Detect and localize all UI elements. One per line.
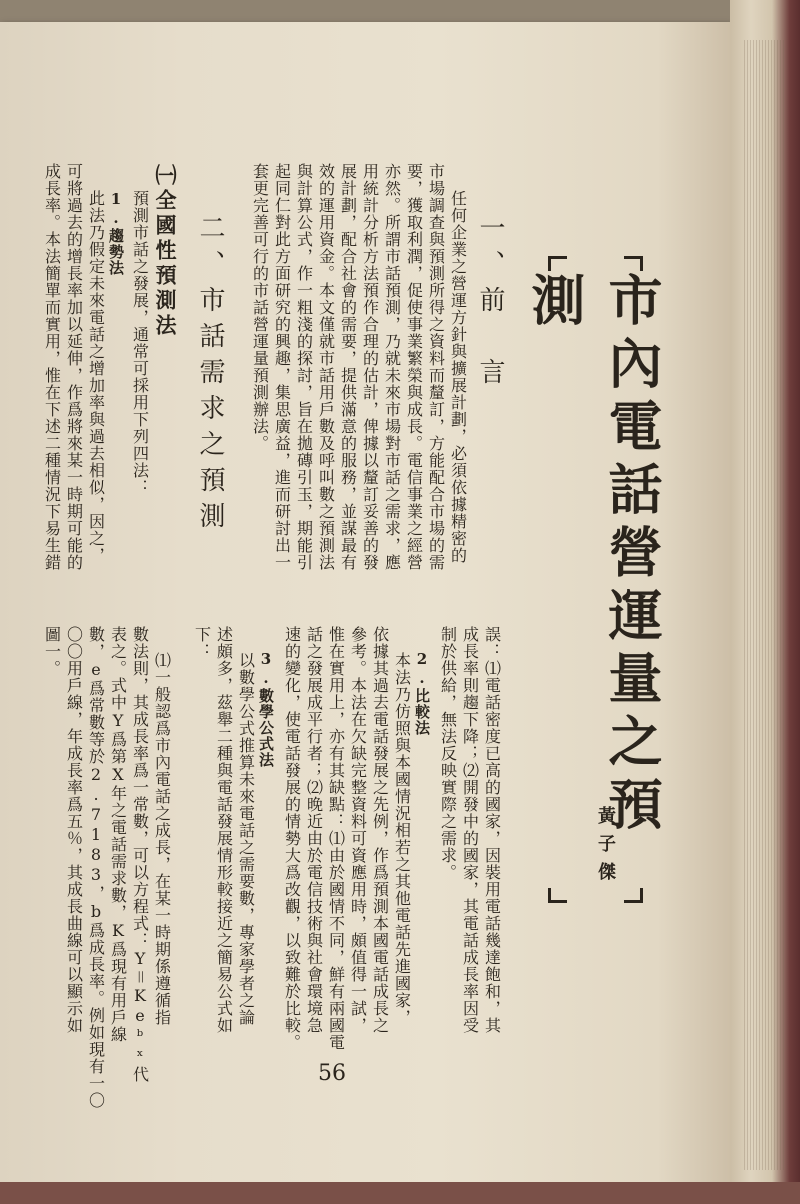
lower-col-14: 數法則，其成長率爲一常數，可以方程式：Y＝Keᵇˣ代 (130, 626, 150, 1083)
upper-col-14: 成長率。本法簡單而實用，惟在下述二種情況下易生錯 (42, 163, 62, 571)
section-1-heading: 一、前 言 (475, 214, 505, 394)
upper-col-10: 套更完善可行的市話營運量預測辦法。 (250, 163, 270, 452)
title-bracket-top-right (624, 256, 643, 271)
subsection-heading: ㈠全國性預測法 (153, 164, 178, 339)
article-title: 市內電話營運量之預測 (523, 272, 664, 839)
upper-col-2: 市場調查與預測所得之資料而釐訂，方能配合市場的需 (426, 163, 446, 571)
upper-col-7: 效的運用資金。本文僅就市話用戶數及呼叫數之預測法 (316, 163, 336, 571)
lower-col-16: 數，e爲常數等於2.7183，b爲成長率。例如現有一〇 (86, 626, 106, 1109)
upper-col-12: 此法乃假定未來電話之增加率與過去相似，因之， (86, 190, 106, 564)
author-name: 黃子傑 (595, 806, 616, 890)
lower-col-1: 誤：⑴電話密度已高的國家，因裝用電話幾達飽和，其 (482, 626, 502, 1034)
lower-col-18: 圖一。 (42, 626, 62, 677)
lower-col-9: 速的變化，使電話發展的情勢大爲改觀，以致難於比較。 (282, 626, 302, 1051)
book-cover-edge (0, 1182, 800, 1204)
lower-col-12: 下： (192, 626, 212, 660)
upper-col-9: 起同仁對此方面研究的興趣，集思廣益，進而研討出一 (272, 163, 292, 571)
upper-col-11: 預測市話之發展，通常可採用下列四法： (130, 190, 150, 496)
lower-col-15: 表之。式中Y爲第X年之電話需求數，K爲現有用戶線 (108, 626, 128, 1043)
method-3-heading: 3.數學公式法 (257, 650, 275, 768)
upper-col-13: 可將過去的增長率加以延伸，作爲將來某一時期可能的 (64, 163, 84, 571)
title-bracket-bottom-left (548, 888, 567, 903)
lower-col-2: 成長率則趨下降；⑵開發中的國家，其電話成長率因受 (460, 626, 480, 1034)
method-1-heading: 1.趨勢法 (107, 190, 125, 276)
lower-col-8: 話之發展成平行者；⑵晚近由於電信技術與社會環境急 (304, 626, 324, 1034)
lower-col-13: ⑴一般認爲市內電話之成長，在某一時期係遵循指 (152, 652, 172, 1026)
upper-col-4: 亦然。所謂市話預測，乃就未來市場對市話之需求，應 (382, 163, 402, 571)
lower-col-3: 制於供給，無法反映實際之需求。 (438, 626, 458, 881)
upper-col-6: 展計劃，配合社會的需要，提供滿意的服務，並謀最有 (338, 163, 358, 571)
lower-col-10: 以數學公式推算未來電話之需要數，專家學者之論 (236, 652, 256, 1026)
upper-col-1: 任何企業之營運方針與擴展計劃，必須依據精密的 (448, 190, 468, 564)
upper-col-5: 用統計分析方法預作合理的估計，俾據以釐訂妥善的發 (360, 163, 380, 571)
lower-col-5: 依據其過去電話發展之先例，作爲預測本國電話成長之 (370, 626, 390, 1034)
upper-col-3: 要，獲取利潤，促使事業繁榮與成長。電信事業之經營 (404, 163, 424, 571)
lower-col-4: 本法乃仿照與本國情況相若之其他電話先進國家， (392, 652, 412, 1026)
method-2-heading: 2.比較法 (413, 650, 431, 736)
lower-col-17: 〇〇用戶線，年成長率爲五％，其成長曲線可以顯示如 (64, 626, 84, 1034)
lower-col-11: 述頗多，茲舉二種與電話發展情形較接近之簡易公式如 (214, 626, 234, 1034)
title-bracket-bottom-right (624, 888, 643, 903)
page-edges (744, 40, 784, 1170)
page-number: 56 (318, 1061, 346, 1086)
lower-col-7: 惟在實用上，亦有其缺點：⑴由於國情不同，鮮有兩國電 (326, 626, 346, 1051)
title-bracket-top-left (548, 256, 567, 271)
upper-col-8: 與計算公式，作一粗淺的探討，旨在拋磚引玉，期能引 (294, 163, 314, 571)
section-2-heading: 二、市話需求之預測 (195, 214, 225, 538)
lower-col-6: 參考。本法在欠缺完整資料可資應用時，頗值得一試， (348, 626, 368, 1034)
